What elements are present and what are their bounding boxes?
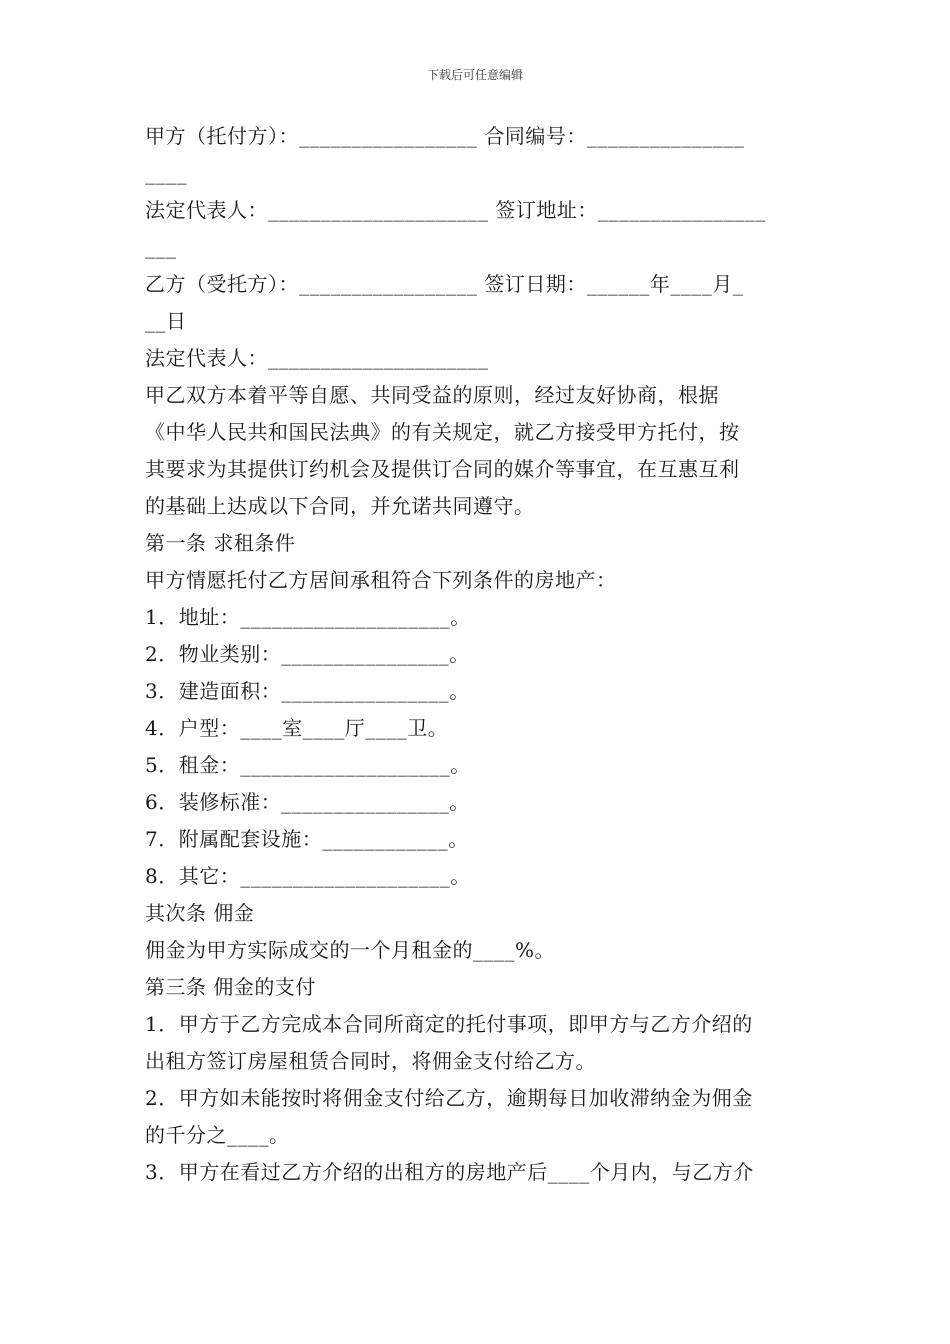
condition-floor-area: 3．建造面积：________________。 xyxy=(145,679,470,703)
preamble-line-4: 的基础上达成以下合同，并允诺共同遵守。 xyxy=(145,494,535,518)
party-a-representative-line: 法定代表人：_____________________ 签订地址：________________ xyxy=(145,198,766,222)
condition-decoration: 6．装修标准：________________。 xyxy=(145,790,470,814)
preamble-line-3: 其要求为其提供订约机会及提供订合同的媒介等事宜，在互惠互利 xyxy=(145,457,740,481)
signing-address-continuation: ___ xyxy=(145,235,177,259)
party-b-representative-line: 法定代表人：_____________________ xyxy=(145,346,489,370)
party-b-line: 乙方（受托方）：_________________ 签订日期：______年____月_ xyxy=(145,272,744,296)
article-2-heading: 其次条 佣金 xyxy=(145,901,255,925)
contract-body xyxy=(145,118,810,1191)
article-1-intro: 甲方情愿托付乙方居间承租符合下列条件的房地产： xyxy=(145,568,617,592)
preamble-line-2: 《中华人民共和国民法典》的有关规定，就乙方接受甲方托付，按 xyxy=(145,420,740,444)
payment-clause-1-line-1: 1．甲方于乙方完成本合同所商定的托付事项，即甲方与乙方介绍的 xyxy=(145,1012,753,1036)
article-1-heading: 第一条 求租条件 xyxy=(145,531,296,555)
commission-rate-line: 佣金为甲方实际成交的一个月租金的____%。 xyxy=(145,938,556,962)
article-3-heading: 第三条 佣金的支付 xyxy=(145,975,316,999)
signing-date-continuation: __日 xyxy=(145,309,187,333)
payment-clause-2-line-2: 的千分之____。 xyxy=(145,1123,290,1147)
preamble-line-1: 甲乙双方本着平等自愿、共同受益的原则，经过友好协商，根据 xyxy=(145,383,719,407)
payment-clause-3-line-1: 3．甲方在看过乙方介绍的出租方的房地产后____个月内，与乙方介 xyxy=(145,1160,754,1184)
condition-rent: 5．租金：____________________。 xyxy=(145,753,471,777)
condition-property-type: 2．物业类别：________________。 xyxy=(145,642,470,666)
party-a-line: 甲方（托付方）：_________________ 合同编号：_______________ xyxy=(145,124,745,148)
condition-facilities: 7．附属配套设施：____________。 xyxy=(145,827,469,851)
page-header-note: 下载后可任意编辑 xyxy=(426,68,523,82)
contract-number-continuation: ____ xyxy=(145,161,187,185)
condition-address: 1．地址：____________________。 xyxy=(145,605,471,629)
condition-other: 8．其它：____________________。 xyxy=(145,864,471,888)
payment-clause-1-line-2: 出租方签订房屋租赁合同时，将佣金支付给乙方。 xyxy=(145,1049,596,1073)
condition-layout: 4．户型：____室____厅____卫。 xyxy=(145,716,449,740)
payment-clause-2-line-1: 2．甲方如未能按时将佣金支付给乙方，逾期每日加收滞纳金为佣金 xyxy=(145,1086,753,1110)
